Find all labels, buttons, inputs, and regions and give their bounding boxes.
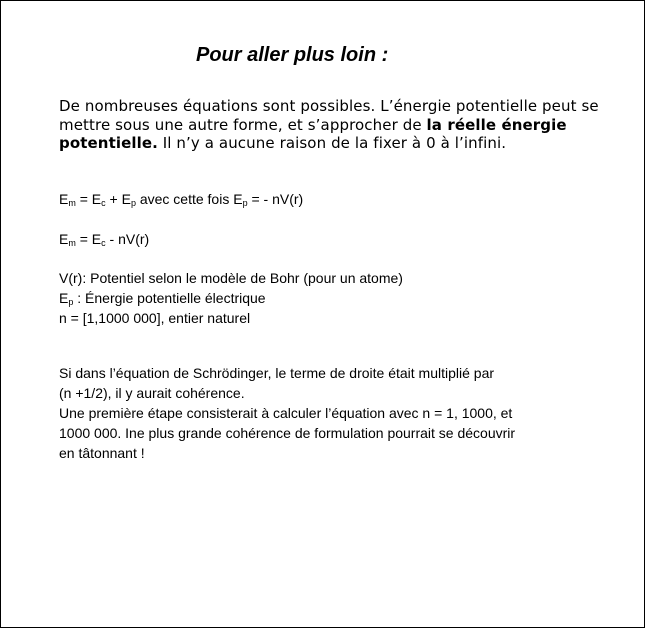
eq1-subscript-m: m	[68, 198, 76, 208]
closing-line: en tâtonnant !	[59, 445, 145, 461]
closing-line: Si dans l’équation de Schrödinger, le terme de droite était multiplié par	[59, 365, 495, 381]
ep-symbol: E	[59, 290, 69, 306]
eq1-equals-ec: = E	[75, 191, 102, 207]
eq2-rhs: - nV(r)	[105, 231, 150, 247]
definitions-block	[59, 268, 403, 328]
slide-title: Pour aller plus loin :	[196, 44, 389, 66]
closing-paragraph	[59, 363, 589, 463]
definition-n: n = [1,1000 000], entier naturel	[59, 310, 251, 326]
eq1-subscript-c: c	[101, 198, 106, 208]
eq1-subscript-p: p	[130, 198, 136, 208]
eq2-subscript-c: c	[101, 238, 106, 248]
eq2-equals-ec: = E	[75, 231, 102, 247]
intro-text-end: Il n’y a aucune raison de la fixer à 0 à l’infini.	[157, 134, 507, 152]
mechanical-energy-equation	[59, 190, 303, 208]
simplified-energy-equation	[59, 230, 149, 248]
intro-paragraph	[59, 97, 619, 153]
closing-line: Une première étape consisterait à calculer l’équation avec n = 1, 1000, et	[59, 405, 513, 421]
ep-subscript: p	[68, 297, 74, 307]
intro-text-start: De nombreuses équations sont possibles. L’énergie potentielle peut se mettre sous une autre forme, et s’approcher de	[59, 97, 599, 134]
eq1-plus-ep: + E	[105, 191, 131, 207]
closing-line: (n +1/2), il y aurait cohérence.	[59, 385, 245, 401]
eq1-avec-text: avec cette fois E	[135, 191, 243, 207]
closing-line: 1000 000. Ine plus grande cohérence de formulation pourrait se découvrir	[59, 425, 516, 441]
eq1-symbol-e: E	[59, 191, 69, 207]
definition-ep	[59, 288, 403, 308]
eq2-symbol-e: E	[59, 231, 69, 247]
eq2-subscript-m: m	[68, 238, 76, 248]
intro-bold-text: la réelle énergie potentielle.	[59, 115, 567, 152]
eq1-rhs: = - nV(r)	[247, 191, 304, 207]
definition-potential: V(r): Potentiel selon le modèle de Bohr (pour un atome)	[59, 270, 403, 286]
ep-description: : Énergie potentielle électrique	[73, 290, 266, 306]
eq1-subscript-p-2: p	[242, 198, 248, 208]
